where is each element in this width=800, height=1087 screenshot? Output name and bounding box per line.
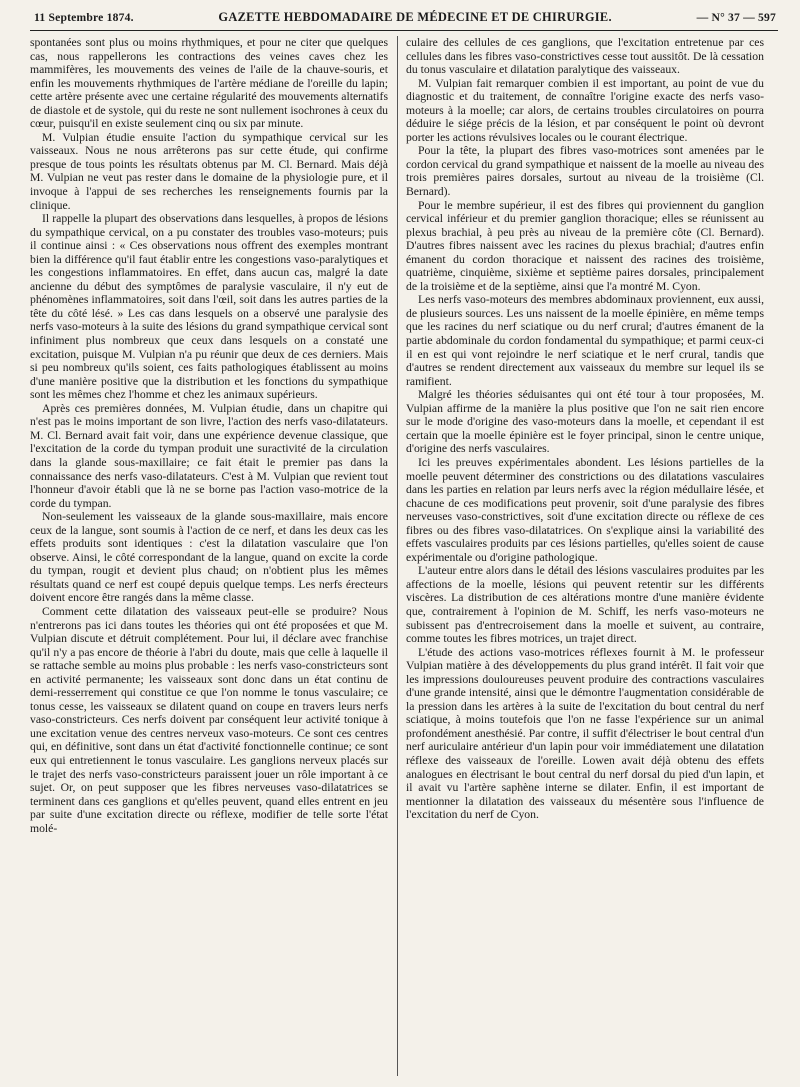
paragraph: Pour le membre supérieur, il est des fibres qui proviennent du ganglion cervical inférieur et du premier ganglion thoracique; elles se réunissent au plexus brachial, à peu près au niveau de la première côte (Cl. Bernard). D'autres fibres naissent avec les racines du plexus brachial; d'autres enfin émanent du cordon thoracique et naissent des racines des troisième, quatrième, cinquième, sixième et septième paires dorsales, principalement de la troisième et de la septième, ainsi que l'a montré M. Cyon. [406, 198, 764, 293]
paragraph: Non-seulement les vaisseaux de la glande sous-maxillaire, mais encore ceux de la langue, sont soumis à l'action de ce nerf, et dans les deux cas les effets produits sont identiques : c'est la dilatation vasculaire que l'on observe. Ainsi, le côté correspondant de la langue, quand on excite la corde du tympan, rougit et devient plus chaud; on n'obtient plus les mêmes résultats quand ce nerf est coupé depuis quelque temps. Les nerfs érecteurs doivent encore être rangés dans la même classe. [30, 510, 388, 605]
page-header [34, 4, 776, 30]
paragraph: culaire des cellules de ces ganglions, que l'excitation entretenue par ces cellules dans les fibres vaso-constrictives cesse tout aussitôt. De là cessation du tonus vasculaire et dilatation paralytique des vaisseaux. [406, 36, 764, 77]
left-column [30, 36, 388, 1082]
right-column [406, 36, 764, 1082]
paragraph: L'étude des actions vaso-motrices réflexes fournit à M. le professeur Vulpian matière à des développements du plus grand intérêt. Il fait voir que les impressions douloureuses peuvent produire des contractions vasculaires d'une grande intensité, ainsi que le démontre l'augmentation considérable de la pression dans les artères à la suite de l'excitation du bout central du nerf sciatique, à moins toutefois que l'on ne fasse l'expérience sur un animal profondément anesthésié. Par contre, il suffit d'électriser le bout central d'un nerf auriculaire antérieur d'un lapin pour voir immédiatement une dilatation réflexe des vaisseaux de l'oreille. Lowen avait déjà obtenu des effets analogues en électrisant le bout central du nerf dorsal du pied d'un lapin, et il avait vu l'artère saphène interne se dilater. Enfin, il est important de mentionner la dilatation des vaisseaux du mésentère sous l'influence de l'excitation du nerf de Cyon. [406, 645, 764, 822]
header-date: 11 Septembre 1874. [34, 10, 134, 24]
paragraph: M. Vulpian étudie ensuite l'action du sympathique cervical sur les vaisseaux. Nous ne nous arrêterons pas sur cette étude, qui confirme presque de tous points les résultats obtenus par M. Cl. Bernard. Mais déjà M. Vulpian ne veut pas rester dans le domaine de la physiologie pure, et il invoque à l'appui de ses recherches les renseignements fournis par la clinique. [30, 130, 388, 212]
paragraph: Comment cette dilatation des vaisseaux peut-elle se produire? Nous n'entrerons pas ici dans toutes les théories qui ont été proposées et que M. Vulpian discute et détruit complétement. Pour lui, il déclare avec franchise qu'il n'y a pas encore de théorie à l'abri du doute, mais que celle à laquelle il se rattache semble au moins plus probable : les nerfs vaso-constricteurs sont en activité permanente; les vaisseaux sont donc dans un état continu de demi-resserrement qui constitue ce que l'on nomme le tonus vasculaire; ce tonus cesse, les vaisseaux se dilatent quand on coupe en travers leurs nerfs vaso-constricteurs. Ces nerfs doivent par conséquent leur activité tonique à une excitation venue des centres nerveux vaso-moteurs. Ce sont ces centres qui, en définitive, sont dans un état d'activité fonctionnelle continue; ce sont eux qui entretiennent le tonus vasculaire. Les ganglions nerveux placés sur le trajet des nerfs vaso-constricteurs paraissent jouer un rôle important à ce sujet. Or, on peut supposer que les fibres nerveuses vaso-dilatatrices se terminent dans ces ganglions et qu'elles peuvent, quand elles entrent en jeu par suite d'une excitation directe ou réflexe, modifier de telle sorte l'état molé- [30, 604, 388, 835]
paragraph: Malgré les théories séduisantes qui ont été tour à tour proposées, M. Vulpian affirme de la manière la plus positive que l'on ne sait rien encore sur le mode d'origine des vaso-moteurs dans la moelle, et cependant il est certain que la moelle épinière est le foyer principal, sinon le centre unique, d'origine des nerfs vasculaires. [406, 388, 764, 456]
journal-title: GAZETTE HEBDOMADAIRE DE MÉDECINE ET DE CHIRURGIE. [218, 9, 612, 24]
paragraph: Après ces premières données, M. Vulpian étudie, dans un chapitre qui n'est pas le moins important de son livre, l'action des nerfs vaso-dilatateurs. M. Cl. Bernard avait fait voir, dans une expérience devenue classique, que l'excitation de la corde du tympan produit une suractivité de la circulation dans la glande sous-maxillaire; ce fait était le premier pas dans la connaissance des nerfs vaso-dilatateurs. C'est à M. Vulpian que revient tout l'honneur d'avoir établi que là ne se borne pas l'action vaso-motrice de la corde du tympan. [30, 401, 388, 510]
paragraph: spontanées sont plus ou moins rhythmiques, et pour ne citer que quelques cas, nous rappellerons les contractions des veines caves chez les mammifères, les mouvements des veines de l'aile de la chauve-souris, et enfin les mouvements rhythmiques de l'artère médiane de l'oreille du lapin; cette artère présente avec une certaine régularité des mouvements alternatifs de diastole et de systole, qui du reste ne sont nullement isochrones à ceux du cœur, puisqu'il en existe seulement cinq ou six par minute. [30, 36, 388, 131]
paragraph: M. Vulpian fait remarquer combien il est important, au point de vue du diagnostic et du traitement, de connaître l'origine exacte des nerfs vaso-moteurs à la moelle; car alors, de certains troubles circulatoires on pourra déduire le siége précis de la lésion, et par conséquent le point où devront porter les actions révulsives locales ou le courant électrique. [406, 76, 764, 144]
paragraph: Il rappelle la plupart des observations dans lesquelles, à propos de lésions du sympathique cervical, on a pu constater des troubles vaso-moteurs; puis il continue ainsi : « Ces observations nous offrent des exemples montrant bien la différence qu'il faut établir entre les congestions vaso-paralytiques et les congestions inflammatoires. En effet, dans aucun cas, malgré la date ancienne du début des symptômes de paralysie vasculaire, il n'y eut de phénomènes inflammatoires, soit dans l'œil, soit dans les autres parties de la tête du côté lésé. » Les cas dans lesquels on a observé une paralysie des nerfs vaso-moteurs à la suite des lésions du grand sympathique cervical sont infiniment plus nombreux que ceux dans lesquels on a constaté une excitation, puisque M. Vulpian n'a pu réunir que deux de ces derniers. Mais si peu nombreux qu'ils soient, ces faits pathologiques établissent au moins d'une manière positive que la distribution et les fonctions du sympathique sont les mêmes chez l'homme et chez les animaux supérieurs. [30, 212, 388, 402]
issue-page-number: — N° 37 — 597 [696, 10, 776, 24]
paragraph: L'auteur entre alors dans le détail des lésions vasculaires produites par les affections de la moelle, lésions qui peuvent retentir sur les différents viscères. La distribution de ces altérations montre d'une manière évidente que, contrairement à l'opinion de M. Schiff, les nerfs vaso-moteurs ne subissent pas d'entrecroisement dans la moelle et suivent, au contraire, comme toutes les fibres motrices, un trajet direct. [406, 564, 764, 646]
paragraph: Les nerfs vaso-moteurs des membres abdominaux proviennent, eux aussi, de plusieurs sources. Les uns naissent de la moelle épinière, en même temps que les racines du nerf sciatique ou du nerf crural; d'autres émanent de la partie abdominale du cordon fondamental du sympathique; et parmi ceux-ci il en est qui vont rejoindre le nerf sciatique et le nerf crural, tandis que d'autres se rendent directement aux vaisseaux du membre sur lequel ils se ramifient. [406, 293, 764, 388]
header-rule [30, 30, 778, 31]
paragraph: Pour la tête, la plupart des fibres vaso-motrices sont amenées par le cordon cervical du grand sympathique et naissent de la moelle au niveau des trois premières paires dorsales, surtout au niveau de la troisième (Cl. Bernard). [406, 144, 764, 199]
column-divider [397, 36, 398, 1076]
paragraph: Ici les preuves expérimentales abondent. Les lésions partielles de la moelle peuvent déterminer des constrictions ou des dilatations vasculaires dans les parties en relation par leurs nerfs avec la région médullaire lésée, et chacune de ces modifications peut provenir, soit d'une paralysie des fibres nerveuses vaso-constrictives, soit d'une excitation directe ou réflexe de ces fibres ou des fibres vaso-dilatatrices. On s'explique ainsi la variabilité des effets vasculaires produits par ces lésions partielles, qu'elles soient de cause expérimentale ou d'origine pathologique. [406, 455, 764, 564]
